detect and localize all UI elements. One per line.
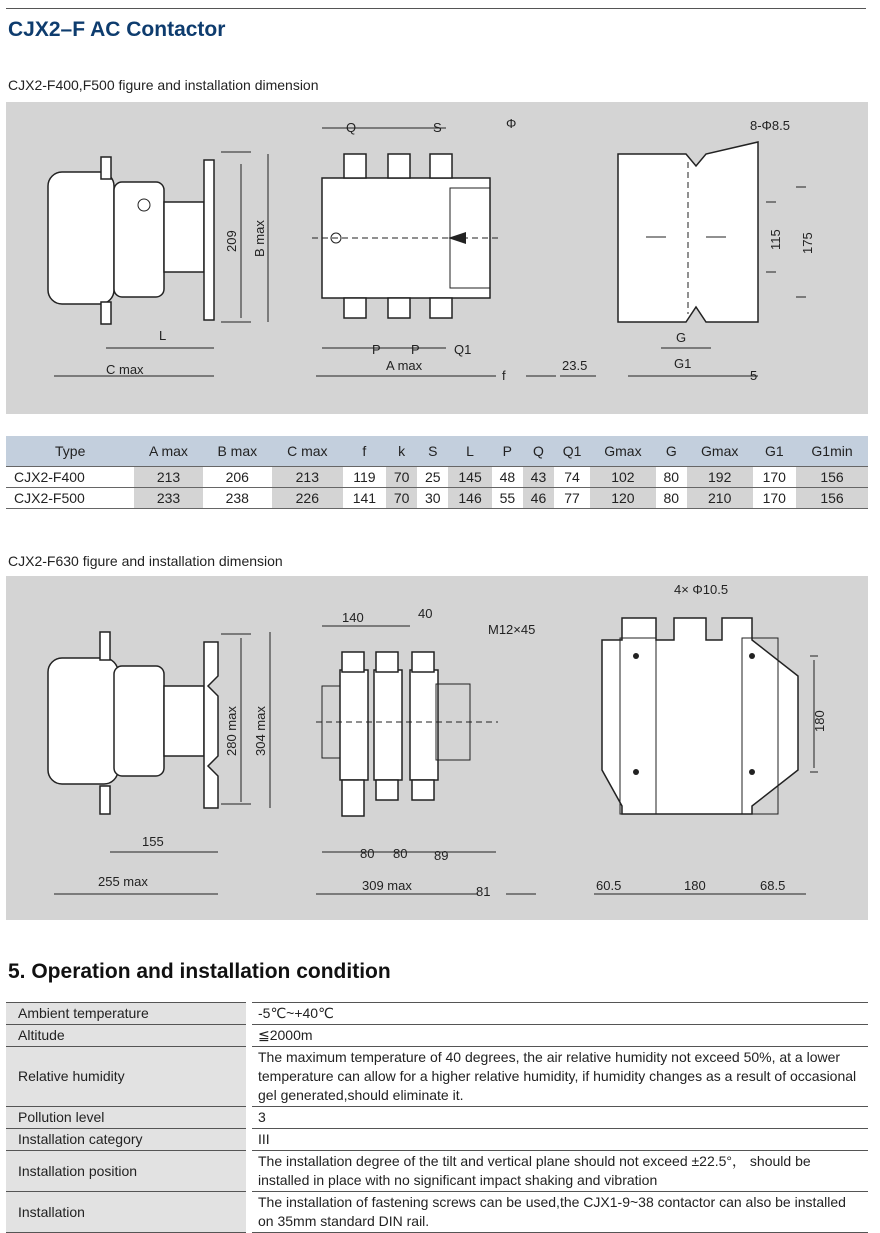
dim-f: f (502, 368, 506, 383)
condition-label: Altitude (6, 1025, 246, 1047)
condition-value: -5℃~+40℃ (252, 1003, 868, 1025)
table-cell: CJX2-F500 (6, 488, 134, 509)
dim-175: 175 (800, 232, 815, 254)
dim-s: S (433, 120, 442, 135)
spec-header-cell: Type (6, 436, 134, 467)
condition-label: Installation category (6, 1129, 246, 1151)
table-cell: 25 (417, 467, 448, 488)
dim-40: 40 (418, 606, 433, 621)
table-cell: 156 (796, 488, 868, 509)
spec-header-cell: f (343, 436, 386, 467)
dim-g: G (676, 330, 687, 345)
dim-23-5: 23.5 (562, 358, 588, 373)
dim-amax: A max (386, 358, 423, 373)
dimension-spec-table (6, 436, 868, 509)
table-row (6, 1047, 868, 1107)
table-cell: 46 (523, 488, 554, 509)
spec-header-cell: G1 (753, 436, 796, 467)
drawing-panel-f400-f500 (6, 102, 868, 414)
table-cell: 210 (687, 488, 753, 509)
section2-caption: CJX2-F630 figure and installation dimension (8, 553, 283, 569)
dim-p1: P (372, 342, 381, 357)
top-rule (6, 8, 866, 9)
table-cell: 70 (386, 467, 417, 488)
condition-label: Relative humidity (6, 1047, 246, 1107)
spec-header-cell: Q1 (554, 436, 590, 467)
table-cell: 170 (753, 467, 796, 488)
table-cell: 30 (417, 488, 448, 509)
spec-header-cell: C max (272, 436, 343, 467)
dim-bmax: B max (252, 220, 267, 257)
dim-81: 81 (476, 884, 491, 899)
condition-label: Ambient temperature (6, 1003, 246, 1025)
table-row (6, 1192, 868, 1233)
table-cell: 119 (343, 467, 386, 488)
spec-header-cell: A max (134, 436, 202, 467)
table-row (6, 1129, 868, 1151)
table-cell: CJX2-F400 (6, 467, 134, 488)
dim-89: 89 (434, 848, 449, 863)
table-row (6, 467, 868, 488)
dim-209: 209 (224, 230, 239, 252)
section1-caption: CJX2-F400,F500 figure and installation dimension (8, 77, 319, 93)
dim-q: Q (346, 120, 357, 135)
table-cell: 141 (343, 488, 386, 509)
table-cell: 156 (796, 467, 868, 488)
condition-value: The maximum temperature of 40 degrees, the air relative humidity not exceed 50%, at a lower temperature can allow for a higher relative humidity, if humidity changes as a result of occasional gel generated,should eliminate it. (252, 1047, 868, 1107)
spec-header-cell: B max (203, 436, 272, 467)
table-cell: 146 (448, 488, 491, 509)
drawing-panel-f630 (6, 576, 868, 920)
table-cell: 170 (753, 488, 796, 509)
condition-value: The installation of fastening screws can be used,the CJX1-9~38 contactor can also be installed on 35mm standard DIN rail. (252, 1192, 868, 1233)
table-cell: 48 (492, 467, 523, 488)
dim-4-holes: 4× Φ10.5 (674, 582, 729, 597)
spec-header-cell: Gmax (687, 436, 753, 467)
table-cell: 102 (590, 467, 656, 488)
drawing-f400-f500 (6, 102, 868, 414)
dim-180-horizontal: 180 (684, 878, 706, 893)
table-cell: 226 (272, 488, 343, 509)
front-view (316, 626, 536, 894)
table-row (6, 1025, 868, 1047)
spec-header-cell: Q (523, 436, 554, 467)
dim-l: L (159, 328, 167, 343)
table-cell: 55 (492, 488, 523, 509)
table-row (6, 488, 868, 509)
table-cell: 74 (554, 467, 590, 488)
table-cell: 70 (386, 488, 417, 509)
table-cell: 238 (203, 488, 272, 509)
condition-table (6, 1002, 868, 1233)
table-cell: 206 (203, 467, 272, 488)
spec-header-row (6, 436, 868, 467)
spec-header-cell: k (386, 436, 417, 467)
table-row (6, 1003, 868, 1025)
side-view (48, 632, 270, 894)
dim-g1: G1 (674, 356, 692, 371)
table-cell: 213 (272, 467, 343, 488)
condition-label: Installation (6, 1192, 246, 1233)
dim-155: 155 (142, 834, 164, 849)
table-cell: 213 (134, 467, 202, 488)
page-title: CJX2–F AC Contactor (8, 18, 226, 41)
dim-p2: P (411, 342, 420, 357)
dim-280max: 280 max (224, 706, 239, 756)
dim-80a: 80 (360, 846, 375, 861)
condition-value: The installation degree of the tilt and vertical plane should not exceed ±22.5°， should be installed in place with no significant impact shaking and vibration (252, 1151, 868, 1192)
table-cell: 233 (134, 488, 202, 509)
dim-60-5: 60.5 (596, 878, 622, 893)
condition-heading: 5. Operation and installation condition (8, 960, 391, 983)
drawing-f630 (6, 576, 868, 920)
spec-header-cell: G1min (796, 436, 868, 467)
dim-phi: Φ (506, 116, 517, 131)
table-cell: 77 (554, 488, 590, 509)
dim-115: 115 (768, 229, 783, 250)
condition-value: III (252, 1129, 868, 1151)
condition-label: Pollution level (6, 1107, 246, 1129)
dim-255max: 255 max (98, 874, 148, 889)
table-row (6, 1107, 868, 1129)
table-cell: 43 (523, 467, 554, 488)
dim-304max: 304 max (253, 706, 268, 756)
dim-cmax: C max (106, 362, 144, 377)
spec-header-cell: Gmax (590, 436, 656, 467)
rear-view (594, 618, 818, 894)
spec-header-cell: P (492, 436, 523, 467)
table-cell: 145 (448, 467, 491, 488)
dim-m12: M12×45 (488, 622, 536, 637)
dim-140: 140 (342, 610, 364, 625)
dim-5: 5 (750, 368, 758, 383)
side-view (48, 152, 268, 376)
dim-68-5: 68.5 (760, 878, 786, 893)
condition-label: Installation position (6, 1151, 246, 1192)
table-cell: 192 (687, 467, 753, 488)
table-cell: 80 (656, 467, 687, 488)
condition-value: 3 (252, 1107, 868, 1129)
condition-value: ≦2000m (252, 1025, 868, 1047)
dim-8-holes: 8-Φ8.5 (750, 118, 791, 133)
dim-309max: 309 max (362, 878, 412, 893)
spec-header-cell: G (656, 436, 687, 467)
spec-header-cell: L (448, 436, 491, 467)
table-cell: 120 (590, 488, 656, 509)
dim-80b: 80 (393, 846, 408, 861)
table-row (6, 1151, 868, 1192)
spec-header-cell: S (417, 436, 448, 467)
front-view (312, 128, 556, 376)
dim-q1: Q1 (454, 342, 472, 357)
table-cell: 80 (656, 488, 687, 509)
dim-180-vertical: 180 (812, 710, 827, 732)
